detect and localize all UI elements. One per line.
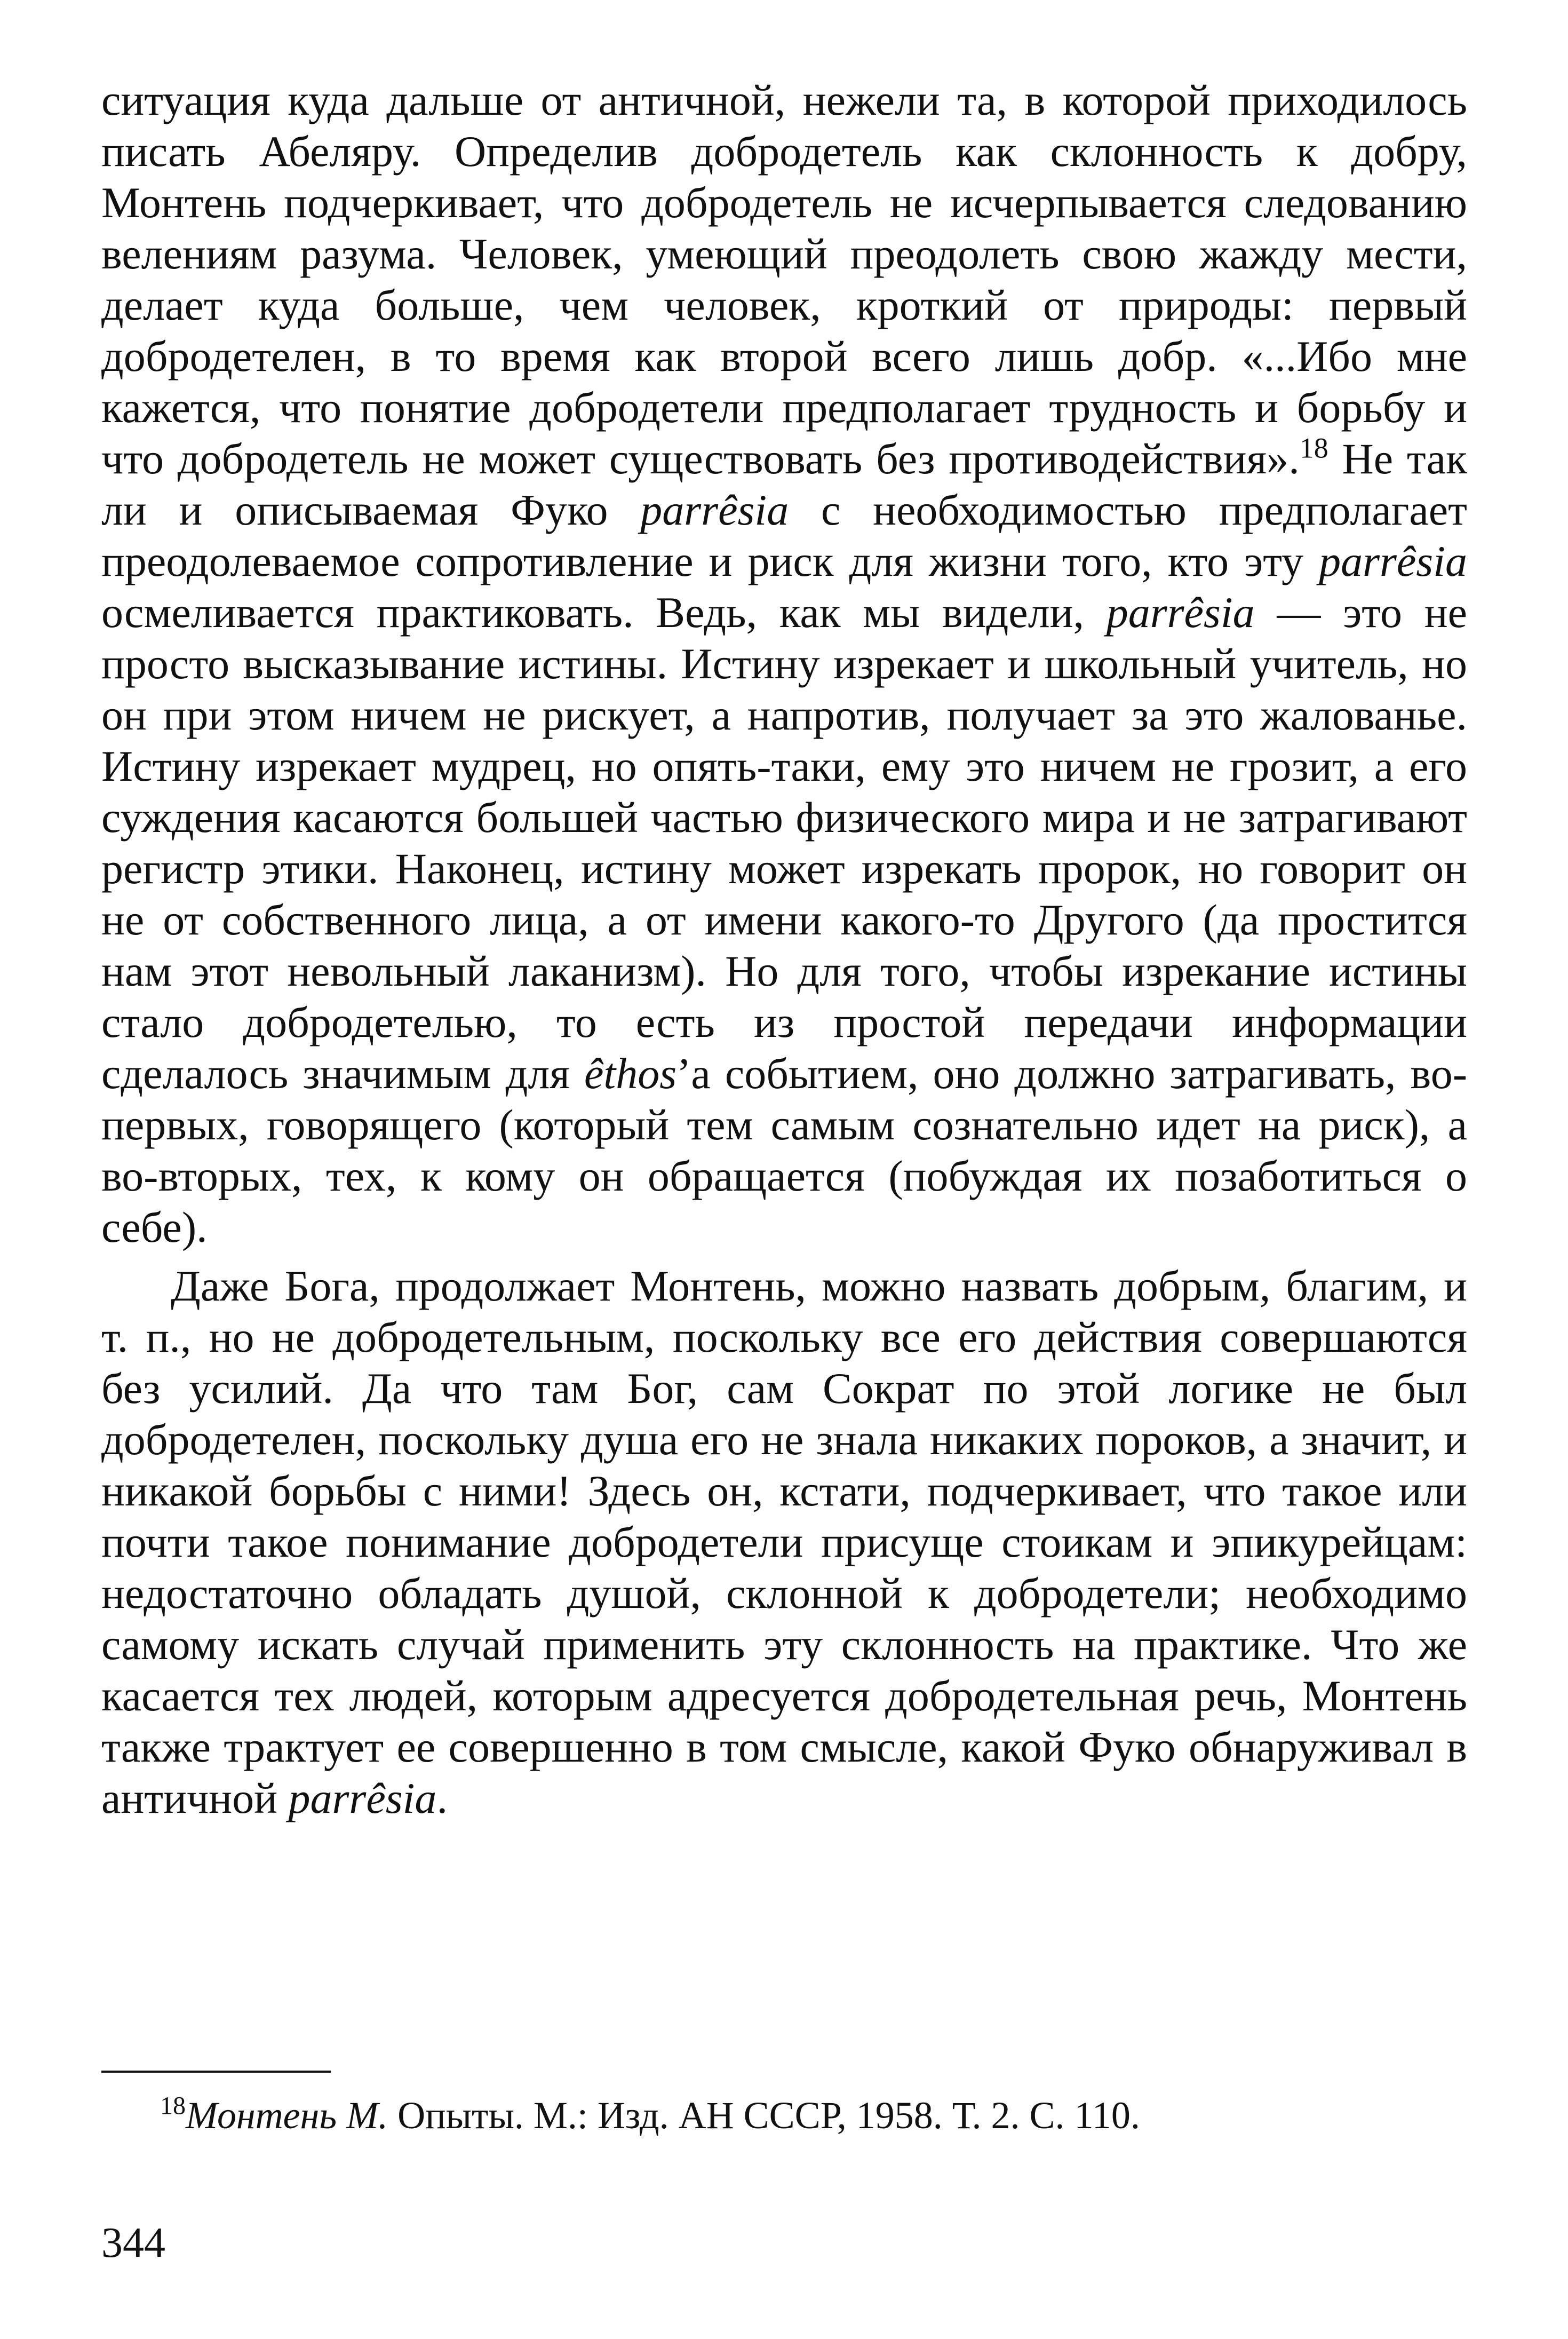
page-number: 344 (101, 2219, 165, 2266)
text-segment: ситуация куда дальше от античной, нежели та, в которой приходилось писать Абеляру. Определив добродетель как склонность к добру, Монтень подчеркивает, что добродетель не исчерпывается следованию велениям разума. Человек, умеющий преодолеть свою жажду мести, делает куда больше, чем человек, кроткий от природы: первый добродетелен, в то время как второй всего лишь добр. «...Ибо мне кажется, что понятие добродетели предполагает трудность и борьбу и что добродетель не может существовать без противодействия». (101, 76, 1467, 483)
text-segment: — это не просто высказывание истины. Истину изрекает и школьный учитель, но он при этом ничем не рискует, а напротив, получает за это жалованье. Истину изрекает мудрец, но опять-таки, ему это ничем не грозит, а его суждения касаются большей частью физического мира и не затрагивают регистр этики. Наконец, истину может изрекать пророк, но говорит он не от собственного лица, а от имени какого-то Другого (да простится нам этот невольный лаканизм). Но для того, чтобы изрекание истины стало добродетелью, то есть из простой передачи информации сделалось значимым для (101, 588, 1468, 1098)
text-segment: Даже Бога, продолжает Монтень, можно назвать добрым, благим, и т. п., но не добродетельным, поскольку все его действия совершаются без усилий. Да что там Бог, сам Сократ по этой логике не был добродетелен, поскольку душа его не знала никаких пороков, а значит, и никакой борьбы с ними! Здесь он, кстати, подчеркивает, что такое или почти такое понимание добродетели присуще стоикам и эпикурейцам: недостаточно обладать душой, склонной к добродетели; необходимо самому искать случай применить эту склонность на практике. Что же касается тех людей, которым адресуется добродетельная речь, Монтень также трактует ее совершенно в том смысле, какой Фуко обнаруживал в античной (101, 1262, 1467, 1822)
text-segment: с необходимостью предполагает преодолеваемое сопротивление и риск для жизни того, кто эту (101, 486, 1467, 585)
text-segment: . (436, 1774, 448, 1822)
paragraph-2 (101, 1260, 1467, 1824)
paragraph-1 (101, 75, 1467, 1253)
italic-term: parrêsia (640, 486, 789, 534)
footnote-number: 18 (160, 2091, 186, 2120)
footnote-separator (101, 2071, 331, 2073)
italic-term: parrêsia (1319, 537, 1467, 585)
italic-term: parrêsia (288, 1774, 437, 1822)
footnote-reference[interactable]: 18 (1299, 432, 1328, 464)
text-segment: осмеливается практиковать. Ведь, как мы видели, (101, 588, 1107, 637)
footnote (160, 2092, 1473, 2139)
text-segment: ’а событием, оно должно затрагивать, во-первых, говорящего (который тем самым сознательно идет на риск), а во-вторых, тех, к кому он обращается (побуждая их позаботиться о себе). (101, 1049, 1467, 1251)
text-segment: Не так ли и описываемая Фуко (101, 434, 1467, 534)
footnote-text: Опыты. М.: Изд. АН СССР, 1958. Т. 2. С. 110. (388, 2094, 1140, 2137)
page-body (101, 75, 1467, 1824)
italic-term: parrêsia (1106, 588, 1255, 637)
footnote-author: Монтень М. (186, 2094, 388, 2137)
italic-term: êthos (584, 1049, 677, 1098)
